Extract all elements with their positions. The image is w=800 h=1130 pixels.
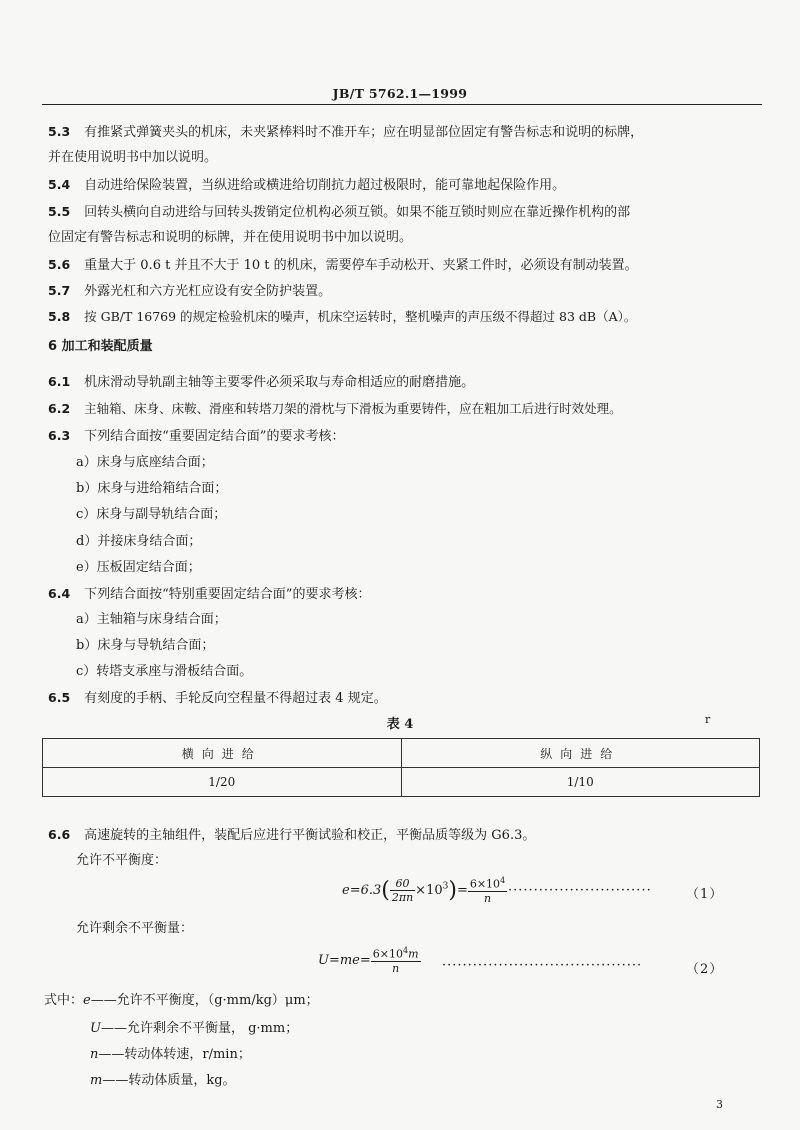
clause-6-5 <box>48 689 387 708</box>
fraction <box>468 876 507 905</box>
clause-number: 5.3 <box>48 124 71 139</box>
formula-1 <box>342 876 507 905</box>
section-6-heading: 6 加工和装配质量 <box>48 339 153 354</box>
clause-text: 有刻度的手柄、手轮反向空程量不得超过表 4 规定。 <box>84 691 387 706</box>
fraction-numerator <box>371 946 421 962</box>
leader-dots: ···························· <box>508 883 652 898</box>
clause-text: 下列结合面按“特别重要固定结合面”的要求考核： <box>84 587 371 602</box>
clause-number: 6.6 <box>48 827 71 842</box>
clause-text: 高速旋转的主轴组件，装配后应进行平衡试验和校正，平衡品质等级为 G6.3。 <box>84 828 536 843</box>
clause-5-7 <box>48 282 331 301</box>
where-def <box>90 1020 298 1038</box>
table-cell: 1/10 <box>401 768 760 797</box>
fraction-numerator <box>468 876 507 892</box>
symbol-definition: ——转动体转速，r/min； <box>98 1047 251 1062</box>
clause-5-8 <box>48 308 636 326</box>
clause-text: 按 GB/T 16769 的规定检验机床的噪声，机床空运转时，整机噪声的声压级不得超过 83 dB（A）。 <box>84 309 637 324</box>
clause-text: 回转头横向自动进给与回转头拨销定位机构必须互锁。如果不能互锁时则应在靠近操作机构的部 <box>84 205 631 220</box>
symbol: m <box>90 1073 103 1088</box>
fraction-denominator: n <box>483 891 492 905</box>
table-cell: 1/20 <box>43 768 402 797</box>
clause-5-4 <box>48 176 565 195</box>
clause-text: 有推紧式弹簧夹头的机床，未夹紧棒料时不准开车；应在明显部位固定有警告标志和说明的标牌， <box>84 125 644 140</box>
fraction-denominator: 2πn <box>391 890 414 904</box>
clause-6-2 <box>48 400 622 418</box>
clause-text: 外露光杠和六方光杠应设有安全防护装置。 <box>84 284 332 299</box>
formula-lhs: e=6.3 <box>342 882 382 898</box>
symbol: U <box>90 1021 101 1036</box>
symbol: e <box>83 993 91 1008</box>
list-item: b）床身与导轨结合面； <box>76 638 215 653</box>
multiplier: ×10 <box>415 882 443 898</box>
clause-text: 重量大于 0.6 t 并且不大于 10 t 的机床，需要停车手动松开、夹紧工件时，必须设有制动装置。 <box>84 258 638 273</box>
clause-number: 5.7 <box>48 283 71 298</box>
table-header-row <box>43 739 760 768</box>
symbol-definition: ——允许剩余不平衡量， g·mm； <box>100 1021 299 1036</box>
clause-5-5-cont: 位固定有警告标志和说明的标牌，并在使用说明书中加以说明。 <box>48 230 413 245</box>
clause-5-6 <box>48 256 638 275</box>
list-item: c）床身与副导轨结合面； <box>76 507 227 522</box>
formula-2 <box>318 946 421 975</box>
list-item: e）压板固定结合面； <box>76 560 201 575</box>
clause-text: 机床滑动导轨副主轴等主要零件必须采取与寿命相适应的耐磨措施。 <box>84 375 475 390</box>
equation-tag: （1） <box>686 887 724 902</box>
fraction-denominator: n <box>392 961 400 975</box>
symbol-definition: ——允许不平衡度，（g·mm/kg）μm； <box>90 993 319 1008</box>
clause-number: 5.4 <box>48 177 71 192</box>
numerator-base: 6×10 <box>469 877 501 891</box>
clause-text: 主轴箱、床身、床鞍、滑座和转塔刀架的滑枕与下滑板为重要铸件，应在粗加工后进行时效处理。 <box>84 401 622 416</box>
numerator-base: 6×10 <box>372 947 403 961</box>
leader-dots: ······································· <box>442 958 643 973</box>
clause-number: 5.8 <box>48 309 71 324</box>
table-row <box>43 768 760 797</box>
where-def <box>90 1046 251 1064</box>
table-header-cell: 纵向进给 <box>401 739 760 768</box>
exponent: 4 <box>500 876 506 885</box>
list-item: a）主轴箱与床身结合面； <box>76 612 227 627</box>
fraction-numerator: 60 <box>390 877 415 891</box>
equals-sign: = <box>456 882 468 898</box>
clause-5-3-cont: 并在使用说明书中加以说明。 <box>48 150 218 165</box>
exponent: 4 <box>402 946 409 955</box>
clause-6-6 <box>48 826 535 845</box>
clause-number: 5.5 <box>48 204 71 219</box>
clause-number: 6.2 <box>48 401 71 416</box>
table-unit-mark: r <box>705 713 711 726</box>
list-item: a）床身与底座结合面； <box>76 455 214 470</box>
paren-close-glyph: ) <box>448 877 457 903</box>
page-number: 3 <box>716 1098 723 1111</box>
fraction <box>390 877 415 904</box>
clause-5-5 <box>48 203 630 222</box>
where-def <box>90 1072 236 1090</box>
list-item: c）转塔支承座与滑板结合面。 <box>76 664 253 679</box>
formula-lhs: U=me= <box>318 952 371 968</box>
equation-tag: （2） <box>686 962 724 977</box>
symbol-definition: ——转动体质量，kg。 <box>102 1073 236 1088</box>
clause-text: 下列结合面按“重要固定结合面”的要求考核： <box>84 429 345 444</box>
table-4 <box>42 738 760 797</box>
document-header: JB/T 5762.1—1999 <box>332 86 468 101</box>
list-item: d）并接床身结合面； <box>76 534 202 549</box>
clause-number: 6.1 <box>48 374 71 389</box>
clause-6-3 <box>48 427 344 446</box>
clause-number: 6.5 <box>48 690 71 705</box>
formula-1-label: 允许不平衡度： <box>76 853 168 868</box>
where-label: 式中： <box>44 993 84 1008</box>
numerator-variable: m <box>408 947 419 961</box>
where-intro <box>44 992 319 1010</box>
clause-number: 6.4 <box>48 586 71 601</box>
symbol: n <box>90 1047 99 1062</box>
exponent: 3 <box>442 881 449 892</box>
clause-text: 自动进给保险装置，当纵进给或横进给切削抗力超过极限时，能可靠地起保险作用。 <box>84 178 566 193</box>
clause-5-3 <box>48 123 643 142</box>
fraction <box>371 946 421 975</box>
clause-number: 6.3 <box>48 428 71 443</box>
list-item: b）床身与进给箱结合面； <box>76 481 228 496</box>
formula-2-label: 允许剩余不平衡量： <box>76 921 194 936</box>
clause-6-4 <box>48 585 370 604</box>
table-header-cell: 横向进给 <box>43 739 402 768</box>
paren-open-glyph: ( <box>381 877 390 903</box>
clause-number: 5.6 <box>48 257 71 272</box>
header-rule <box>42 104 762 105</box>
clause-6-1 <box>48 373 474 392</box>
table-caption: 表 4 <box>386 717 414 732</box>
